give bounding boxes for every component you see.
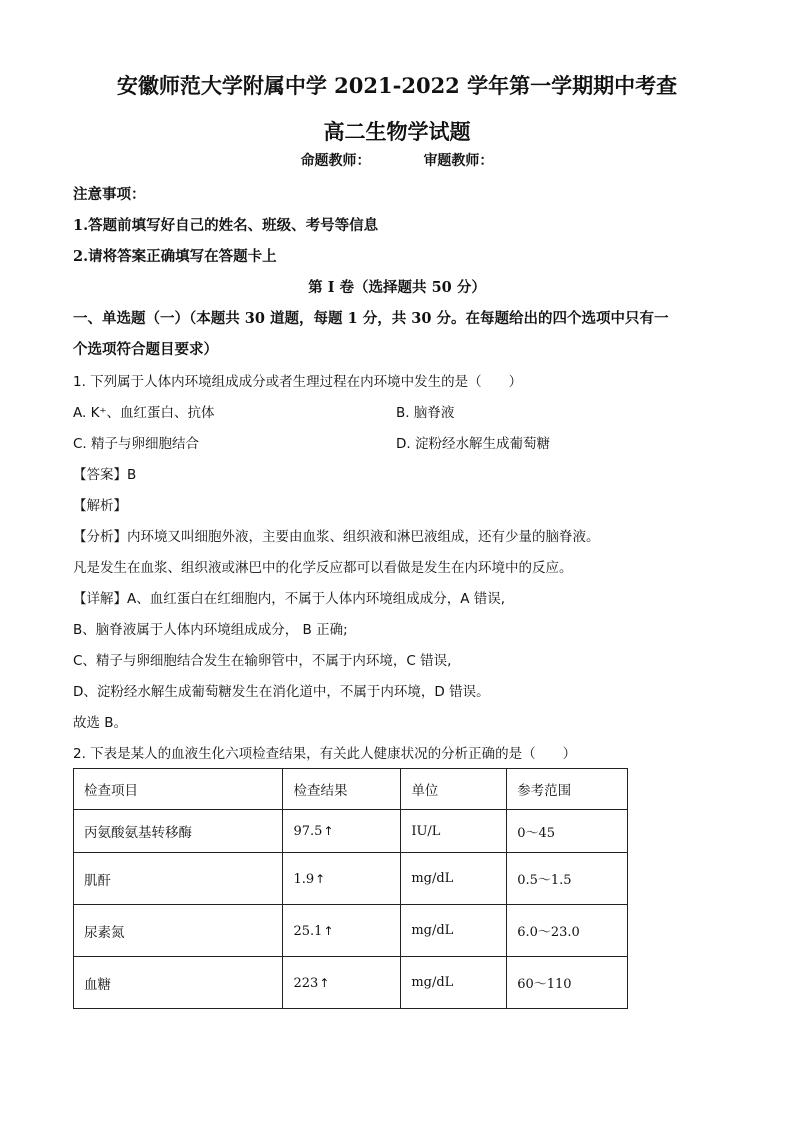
analysis-line: D、淀粉经水解生成葡萄糖发生在消化道中，不属于内环境，D 错误。 [73, 684, 490, 700]
table-row [74, 905, 628, 957]
teacher-info [0, 150, 794, 170]
table-row [74, 810, 628, 853]
up-arrow-icon: ↑ [323, 824, 334, 838]
exam-title: 安徽师范大学附属中学 2021-2022 学年第一学期期中考查 [116, 73, 678, 98]
analysis-line: 故选 B。 [73, 715, 128, 731]
analysis-line: 【分析】内环境又叫细胞外液，主要由血浆、组织液和淋巴液组成，还有少量的脑脊液。 [73, 529, 600, 545]
table-header-cell: 检查项目 [74, 769, 283, 810]
table-row [74, 957, 628, 1009]
option-a: A. K⁺、血红蛋白、抗体 [73, 405, 215, 421]
result-cell [283, 853, 401, 905]
section-instruction: 个选项符合题目要求） [73, 341, 218, 358]
option-c: C. 精子与卵细胞结合 [73, 436, 200, 452]
up-arrow-icon: ↑ [323, 923, 334, 938]
table-header-cell: 单位 [401, 769, 507, 810]
result-cell [283, 810, 401, 853]
table-row [74, 853, 628, 905]
result-cell [283, 957, 401, 1009]
reviewer-label: 审题教师： [423, 153, 494, 169]
range-cell: 6.0～23.0 [507, 905, 628, 957]
question-2-stem: 2. 下表是某人的血液生化六项检查结果，有关此人健康状况的分析正确的是（ ） [73, 746, 577, 762]
exam-subtitle: 高二生物学试题 [323, 119, 471, 144]
result-value: 25.1 [293, 923, 323, 939]
section-instruction: 一、单选题（一）（本题共 30 道题，每题 1 分，共 30 分。在每题给出的四个选项中只有一 [73, 310, 669, 327]
setter-label: 命题教师： [300, 153, 371, 169]
option-b: B. 脑脊液 [396, 405, 455, 421]
item-cell: 血糖 [74, 957, 283, 1009]
table-header-cell: 检查结果 [283, 769, 401, 810]
analysis-tag: 【解析】 [73, 498, 127, 514]
notes-heading: 注意事项： [73, 186, 146, 203]
range-cell: 60～110 [507, 957, 628, 1009]
up-arrow-icon: ↑ [315, 871, 326, 886]
note-item: 1.答题前填写好自己的姓名、班级、考号等信息 [73, 217, 379, 234]
result-value: 1.9 [293, 871, 315, 887]
range-cell: 0～45 [507, 810, 628, 853]
option-d: D. 淀粉经水解生成葡萄糖 [396, 436, 550, 452]
unit-cell: IU/L [401, 810, 507, 853]
result-cell [283, 905, 401, 957]
range-cell: 0.5～1.5 [507, 853, 628, 905]
table-header-cell: 参考范围 [507, 769, 628, 810]
item-cell: 丙氨酸氨基转移酶 [74, 810, 283, 853]
item-cell: 肌酐 [74, 853, 283, 905]
analysis-line: B、脑脊液属于人体内环境组成成分， B 正确; [73, 622, 348, 638]
unit-cell: mg/dL [401, 853, 507, 905]
note-item: 2.请将答案正确填写在答题卡上 [73, 248, 277, 265]
question-1-stem: 1. 下列属于人体内环境组成成分或者生理过程在内环境中发生的是（ ） [73, 374, 523, 390]
unit-cell: mg/dL [401, 957, 507, 1009]
table-header-row [74, 769, 628, 810]
answer-line: 【答案】B [73, 467, 137, 483]
up-arrow-icon: ↑ [319, 975, 330, 990]
section-title: 第 I 卷（选择题共 50 分） [308, 279, 486, 296]
item-cell: 尿素氮 [74, 905, 283, 957]
result-value: 97.5 [293, 824, 323, 839]
lab-results-table [73, 768, 628, 1009]
analysis-line: 凡是发生在血浆、组织液或淋巴中的化学反应都可以看做是发生在内环境中的反应。 [73, 560, 573, 576]
analysis-line: 【详解】A、血红蛋白在红细胞内，不属于人体内环境组成成分，A 错误, [73, 591, 506, 607]
analysis-line: C、精子与卵细胞结合发生在输卵管中，不属于内环境，C 错误, [73, 653, 452, 669]
result-value: 223 [293, 975, 319, 991]
unit-cell: mg/dL [401, 905, 507, 957]
